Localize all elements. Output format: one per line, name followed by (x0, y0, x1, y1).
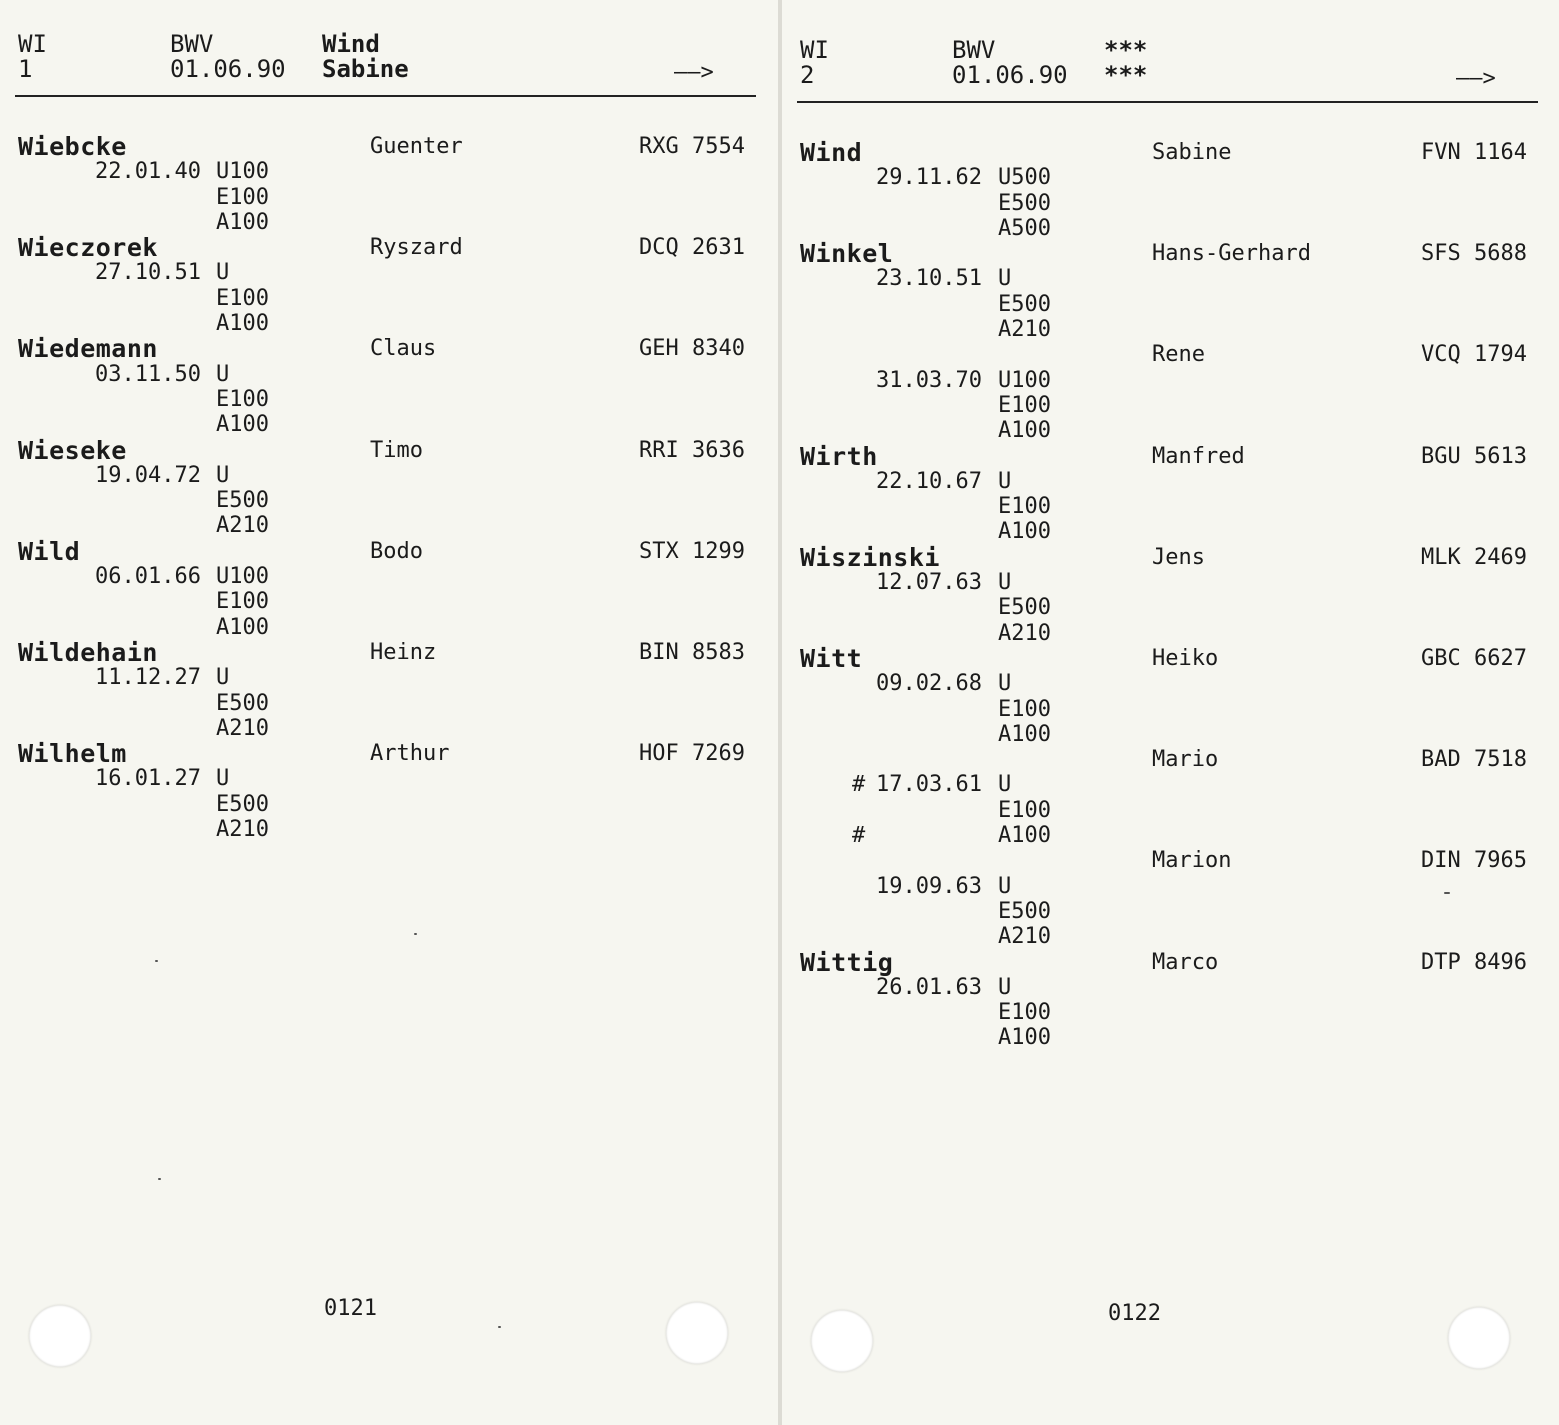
birth-date: 23.10.51 (876, 266, 982, 292)
class-code: E100 (998, 696, 1051, 722)
birth-date: 17.03.61 (876, 772, 982, 798)
class-code: A100 (216, 209, 269, 235)
punch-hole (811, 1310, 873, 1372)
class-code: U (216, 665, 230, 691)
entry-line (782, 570, 1559, 595)
birth-date: 26.01.63 (876, 974, 982, 1000)
birth-date: 16.01.27 (95, 766, 201, 792)
entry-line (782, 975, 1559, 1000)
surname: Wild (18, 536, 81, 566)
header-rule (797, 101, 1538, 103)
entry-line (782, 469, 1559, 494)
birth-date: 27.10.51 (95, 260, 201, 286)
class-code: U (216, 260, 230, 286)
entry-line (0, 691, 778, 716)
first-name: Hans-Gerhard (1152, 241, 1311, 267)
mark: # (852, 823, 866, 849)
class-code: A210 (998, 317, 1051, 343)
entry-line (0, 412, 778, 437)
entry-line (0, 435, 778, 465)
surname: Wieczorek (18, 233, 158, 263)
header-rule (15, 95, 756, 97)
class-code: E500 (216, 488, 269, 514)
first-name: Manfred (1152, 443, 1245, 469)
entry-line (0, 637, 778, 667)
paper-speck (1444, 892, 1450, 894)
first-name: Arthur (370, 741, 450, 767)
first-name: Jens (1152, 544, 1205, 570)
list-item (782, 241, 1559, 443)
page-number: 0121 (324, 1296, 377, 1321)
birth-date: 09.02.68 (876, 671, 982, 697)
entry-line (782, 899, 1559, 924)
header-name-first: Sabine (322, 55, 409, 83)
list-item (782, 542, 1559, 646)
class-code: U (998, 468, 1012, 494)
class-code: E500 (998, 291, 1051, 317)
header-code: WI (800, 36, 829, 64)
entry-line (782, 317, 1559, 342)
surname: Wiszinski (800, 542, 940, 572)
plate-number: VCQ 1794 (1421, 342, 1527, 368)
class-code: A100 (998, 721, 1051, 747)
class-code: E100 (216, 285, 269, 311)
plate-number: DIN 7965 (1421, 848, 1527, 874)
entry-line (782, 216, 1559, 241)
class-code: A100 (998, 823, 1051, 849)
plate-number: DTP 8496 (1421, 949, 1527, 975)
entry-line (0, 564, 778, 589)
class-code: A210 (998, 620, 1051, 646)
first-name: Claus (370, 336, 437, 362)
entry-line (782, 165, 1559, 190)
class-code: E100 (998, 494, 1051, 520)
plate-number: FVN 1164 (1421, 140, 1527, 165)
class-code: A210 (216, 715, 269, 741)
class-code: E100 (998, 797, 1051, 823)
first-name: Marco (1152, 949, 1219, 975)
plate-number: RRI 3636 (639, 437, 745, 463)
entry-line (0, 513, 778, 538)
first-name: Heinz (370, 639, 437, 665)
page-right (782, 0, 1559, 1425)
entry-line (782, 494, 1559, 519)
entry-line (0, 311, 778, 336)
entry-line (782, 798, 1559, 823)
list-item (782, 441, 1559, 545)
birth-date: 22.10.67 (876, 468, 982, 494)
list-item (782, 947, 1559, 1051)
class-code: E500 (998, 190, 1051, 216)
list-item (0, 536, 778, 640)
entry-line (782, 191, 1559, 216)
entry-line (782, 924, 1559, 949)
entry-line (0, 615, 778, 640)
entry-line (782, 418, 1559, 443)
class-code: U (216, 766, 230, 792)
punch-hole (1448, 1307, 1510, 1369)
class-code: U500 (998, 165, 1051, 191)
class-code: U (998, 772, 1012, 798)
entry-line (782, 722, 1559, 747)
entry-line (0, 185, 778, 210)
first-name: Bodo (370, 538, 423, 564)
class-code: E500 (216, 791, 269, 817)
entry-line (0, 589, 778, 614)
entry-line (0, 739, 778, 769)
entry-line (0, 159, 778, 184)
plate-number: STX 1299 (639, 538, 745, 564)
birth-date: 11.12.27 (95, 665, 201, 691)
birth-date: 12.07.63 (876, 570, 982, 596)
first-name: Sabine (1152, 140, 1232, 165)
plate-number: HOF 7269 (639, 741, 745, 767)
list-item (0, 637, 778, 741)
class-code: U (998, 570, 1012, 596)
arrow-right-icon: ——> (674, 60, 714, 85)
header-code: WI (18, 30, 47, 58)
birth-date: 19.04.72 (95, 462, 201, 488)
entry-line (782, 643, 1559, 673)
entry-line (0, 488, 778, 513)
surname: Wiebcke (18, 132, 127, 161)
plate-number: BIN 8583 (639, 639, 745, 665)
first-name: Heiko (1152, 645, 1219, 671)
class-code: A100 (216, 614, 269, 640)
entry-line (0, 463, 778, 488)
header-name-last: *** (1104, 36, 1148, 64)
list-item (0, 134, 778, 235)
entry-line (0, 260, 778, 285)
class-code: E100 (216, 589, 269, 615)
first-name: Ryszard (370, 235, 463, 261)
header-number: 1 (18, 55, 33, 83)
surname: Wittig (800, 947, 894, 977)
header-office: BWV (170, 30, 214, 58)
class-code: A100 (998, 1025, 1051, 1051)
entry-line (782, 697, 1559, 722)
entry-line (782, 747, 1559, 772)
entry-line (0, 334, 778, 364)
entry-line (782, 823, 1559, 848)
entry-line (0, 210, 778, 235)
birth-date: 03.11.50 (95, 361, 201, 387)
page-number: 0122 (1108, 1301, 1161, 1326)
entry-line (782, 1025, 1559, 1050)
surname: Wilhelm (18, 739, 127, 769)
paper-speck (155, 960, 158, 962)
class-code: A100 (998, 418, 1051, 444)
entry-line (0, 286, 778, 311)
entry-line (782, 947, 1559, 977)
entry-line (0, 536, 778, 566)
entry-line (782, 239, 1559, 269)
entry-line (0, 665, 778, 690)
header-name-first: *** (1104, 61, 1148, 89)
punch-hole (29, 1305, 91, 1367)
surname: Wirth (800, 441, 878, 471)
entry-line (0, 134, 778, 159)
class-code: A210 (216, 817, 269, 843)
entry-line (782, 441, 1559, 471)
class-code: E100 (998, 1000, 1051, 1026)
mark: # (852, 772, 866, 798)
entry-line (782, 874, 1559, 899)
plate-number: BGU 5613 (1421, 443, 1527, 469)
entry-line (782, 621, 1559, 646)
header-office: BWV (952, 36, 996, 64)
class-code: E500 (998, 898, 1051, 924)
entry-line (782, 848, 1559, 873)
surname: Winkel (800, 239, 894, 269)
page-left (0, 0, 778, 1425)
class-code: E100 (998, 392, 1051, 418)
list-item (782, 140, 1559, 241)
first-name: Guenter (370, 134, 463, 159)
first-name: Mario (1152, 747, 1219, 773)
entry-line (0, 817, 778, 842)
birth-date: 06.01.66 (95, 564, 201, 590)
plate-number: GBC 6627 (1421, 645, 1527, 671)
surname: Wildehain (18, 637, 158, 667)
surname: Witt (800, 643, 863, 673)
entry-line (0, 387, 778, 412)
class-code: U100 (998, 367, 1051, 393)
surname: Wieseke (18, 435, 127, 465)
birth-date: 31.03.70 (876, 367, 982, 393)
entry-line (0, 792, 778, 817)
plate-number: BAD 7518 (1421, 747, 1527, 773)
entry-line (782, 342, 1559, 367)
first-name: Timo (370, 437, 423, 463)
class-code: A100 (216, 412, 269, 438)
class-code: A210 (998, 924, 1051, 950)
plate-number: MLK 2469 (1421, 544, 1527, 570)
plate-number: GEH 8340 (639, 336, 745, 362)
header-name-last: Wind (322, 30, 380, 58)
class-code: E500 (216, 690, 269, 716)
first-name: Marion (1152, 848, 1232, 874)
birth-date: 19.09.63 (876, 873, 982, 899)
entry-line (782, 1000, 1559, 1025)
class-code: A500 (998, 215, 1051, 241)
list-item (0, 741, 778, 842)
class-code: A210 (216, 513, 269, 539)
entry-line (0, 362, 778, 387)
class-code: A100 (998, 519, 1051, 545)
entry-line (782, 542, 1559, 572)
class-code: E500 (998, 595, 1051, 621)
birth-date: 29.11.62 (876, 165, 982, 191)
plate-number: DCQ 2631 (639, 235, 745, 261)
entry-line (782, 368, 1559, 393)
surname: Wiedemann (18, 334, 158, 364)
paper-speck (414, 933, 417, 935)
entry-line (782, 595, 1559, 620)
class-code: U100 (216, 564, 269, 590)
entry-line (782, 393, 1559, 418)
arrow-right-icon: ——> (1456, 66, 1496, 91)
class-code: U100 (216, 159, 269, 185)
entry-line (0, 233, 778, 263)
entry-line (782, 671, 1559, 696)
paper-speck (498, 1326, 501, 1328)
surname: Wind (800, 138, 863, 167)
class-code: U (998, 671, 1012, 697)
entry-line (782, 140, 1559, 165)
class-code: U (216, 462, 230, 488)
entry-list (0, 134, 778, 842)
plate-number: SFS 5688 (1421, 241, 1527, 267)
plate-number: RXG 7554 (639, 134, 745, 159)
entry-line (782, 266, 1559, 291)
paper-speck (158, 1178, 161, 1180)
class-code: E100 (216, 184, 269, 210)
class-code: U (998, 266, 1012, 292)
class-code: U (216, 361, 230, 387)
entry-line (782, 772, 1559, 797)
list-item (0, 336, 778, 437)
list-item (782, 643, 1559, 950)
class-code: U (998, 873, 1012, 899)
entry-line (0, 766, 778, 791)
header-number: 2 (800, 61, 815, 89)
class-code: A100 (216, 311, 269, 337)
list-item (0, 435, 778, 539)
list-item (0, 235, 778, 336)
header-date: 01.06.90 (952, 61, 1068, 89)
entry-line (782, 292, 1559, 317)
entry-list (782, 140, 1559, 1051)
punch-hole (666, 1302, 728, 1364)
entry-line (0, 716, 778, 741)
entry-line (782, 519, 1559, 544)
first-name: Rene (1152, 342, 1205, 368)
header-date: 01.06.90 (170, 55, 286, 83)
class-code: E100 (216, 386, 269, 412)
class-code: U (998, 974, 1012, 1000)
birth-date: 22.01.40 (95, 159, 201, 185)
